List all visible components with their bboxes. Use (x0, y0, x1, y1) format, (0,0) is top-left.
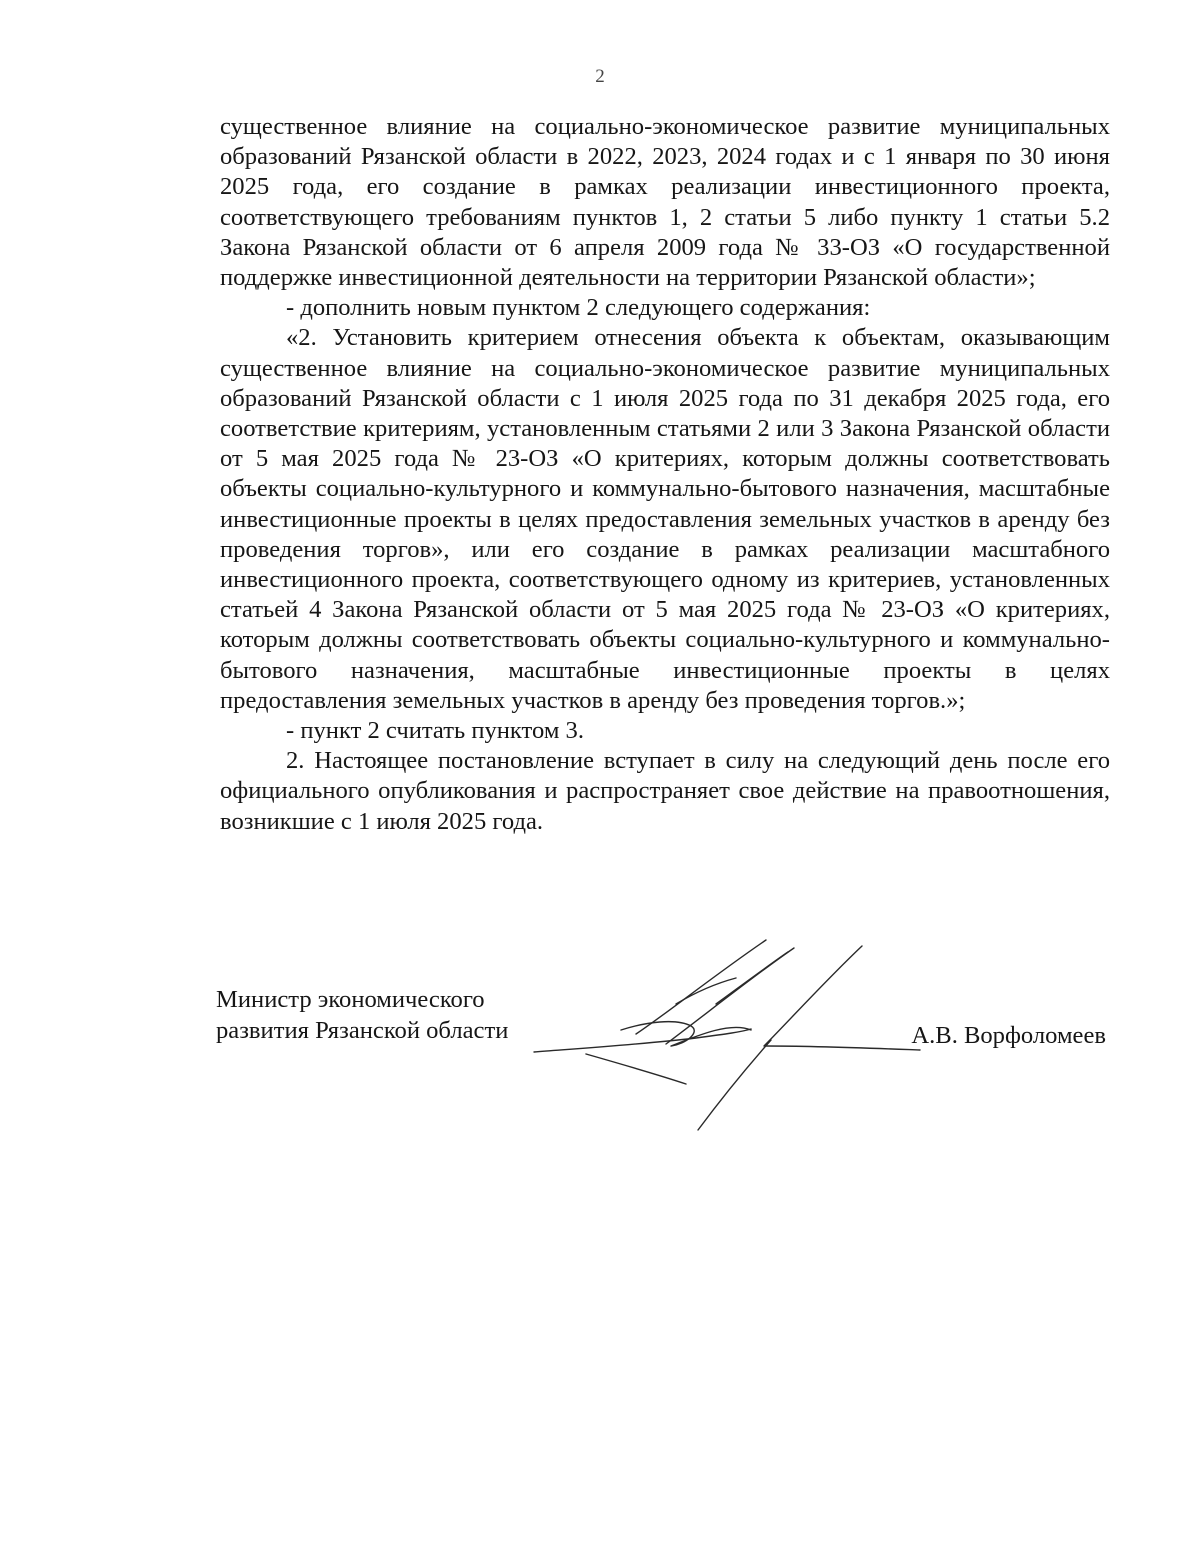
handwritten-signature (526, 934, 946, 1134)
paragraph-renumber: - пункт 2 считать пунктом 3. (286, 717, 584, 745)
signatory-title-line-1: Министр экономического (216, 986, 485, 1013)
paragraph-new-point-2: «2. Установить критерием отнесения объекта к объектам, оказывающим существенное влияние на социально-экономическое развитие муниципальных образований Рязанской области с 1 июля 2025 года по 31 декабря 2025 года, его соответствие критериям, установленным статьями 2 или 3 Закона Рязанской области от 5 мая 2025 года № 23-ОЗ «О критериях, которым должны соответствовать объекты социально-культурного и коммунально-бытового назначения, масштабные инвестиционные проекты в целях предоставления земельных участков в аренду без проведения торгов», или его создание в рамках реализации масштабного инвестиционного проекта, соответствующего одному из критериев, установленных статьей 4 Закона Рязанской области от 5 мая 2025 года № 23-ОЗ «О критериях, которым должны соответствовать объекты социально-культурного и коммунально-бытового назначения, масштабные инвестиционные проекты в целях предоставления земельных участков в аренду без проведения торгов.»; (220, 324, 1110, 714)
signature-block (216, 984, 1116, 1144)
paragraph-continuation: существенное влияние на социально-экономическое развитие муниципальных образований Рязанской области в 2022, 2023, 2024 годах и с 1 января по 30 июня 2025 года, его создание в рамках реализации инвестиционного проекта, соответствующего требованиям пунктов 1, 2 статьи 5 либо пункту 1 статьи 5.2 Закона Рязанской области от 6 апреля 2009 года № 33-ОЗ «О государственной поддержке инвестиционной деятельности на территории Рязанской области»; (220, 113, 1110, 292)
page-number: 2 (595, 66, 605, 87)
document-body (220, 112, 1110, 837)
paragraph-effective-date: 2. Настоящее постановление вступает в силу на следующий день после его официального опубликования и распространяет свое действие на правоотношения, возникшие с 1 июля 2025 года. (220, 747, 1110, 835)
signatory-name: А.В. Ворфоломеев (911, 1022, 1106, 1049)
paragraph-add-point: - дополнить новым пунктом 2 следующего содержания: (286, 294, 871, 322)
signatory-title-line-2: развития Рязанской области (216, 1017, 509, 1044)
signatory-title (216, 984, 508, 1046)
